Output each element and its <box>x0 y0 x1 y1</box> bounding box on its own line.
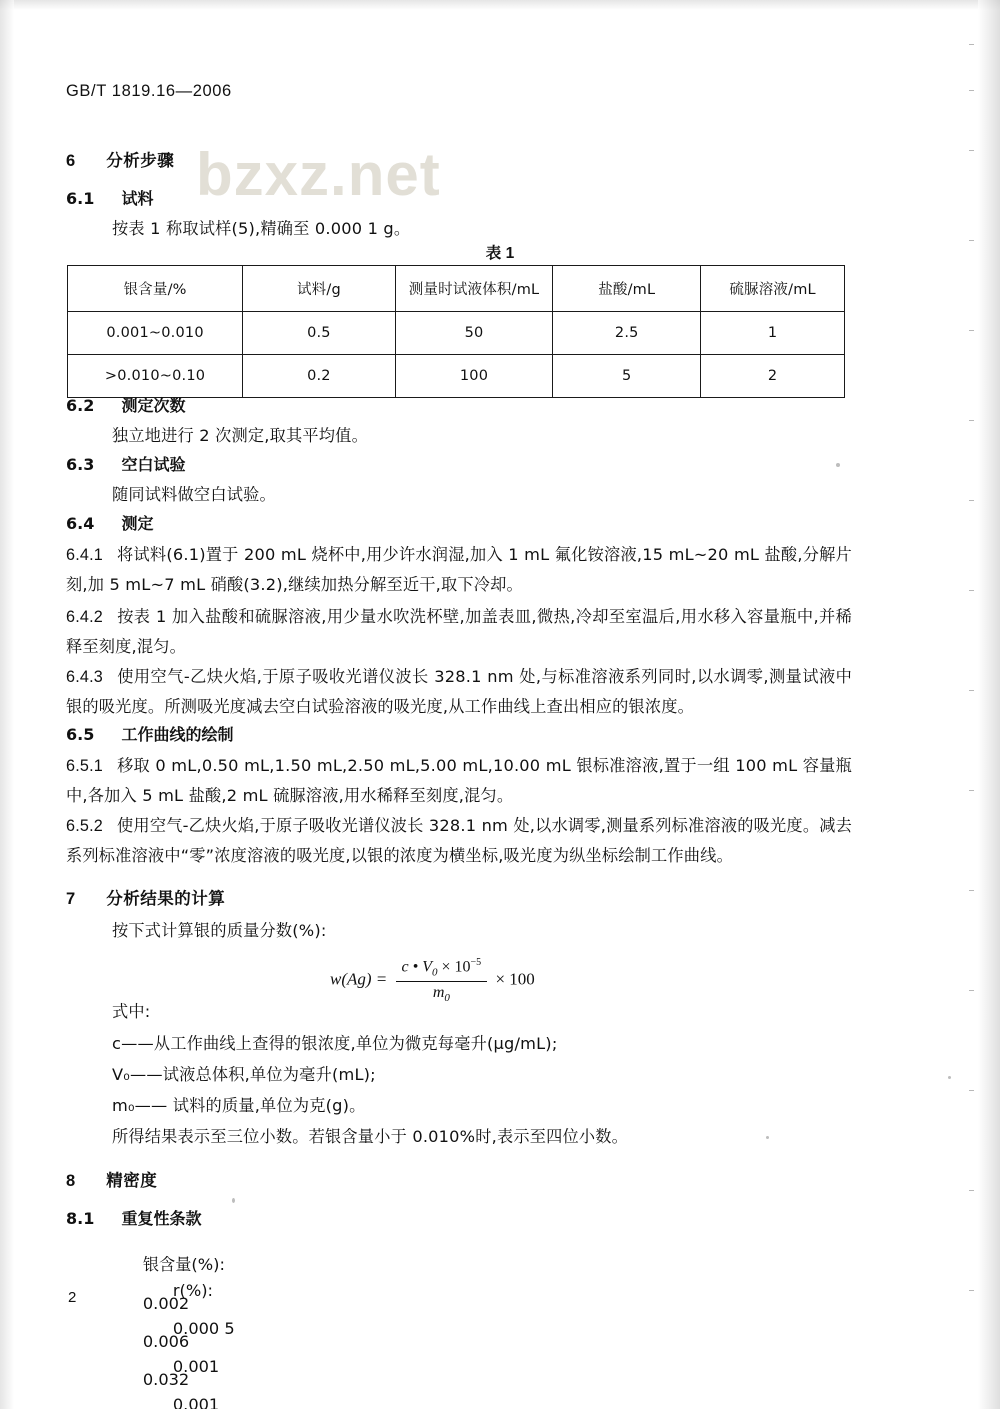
standard-number: GB/T 1819.16—2006 <box>66 82 232 100</box>
heading-6-5-number: 6.5 <box>66 725 95 744</box>
para-6-4-1-number: 6.4.1 <box>66 546 104 564</box>
scan-speck <box>766 1136 769 1139</box>
heading-6-1-number: 6.1 <box>66 189 95 208</box>
precision-value: 0.002 <box>142 1294 190 1313</box>
heading-8-title: 精密度 <box>106 1171 158 1190</box>
heading-6-2-title: 测定次数 <box>121 396 186 415</box>
table1-cell: 2 <box>701 355 845 398</box>
heading-6-4-title: 测定 <box>121 514 154 533</box>
para-6-4-2-wrap <box>66 602 852 662</box>
table1-header-cell: 测量时试液体积/mL <box>395 266 553 312</box>
formula-fraction <box>396 957 488 1004</box>
heading-6-1-title: 试料 <box>121 189 154 208</box>
table-row <box>68 355 845 398</box>
heading-7 <box>66 885 225 909</box>
watermark: bzxz.net <box>196 141 441 208</box>
table1-header-row <box>68 266 845 312</box>
table1-cell: 100 <box>395 355 553 398</box>
precision-value: 0.006 <box>142 1332 190 1351</box>
table1-cell: >0.010~0.10 <box>68 355 243 398</box>
heading-6-4 <box>66 511 154 534</box>
table1-header-cell: 硫脲溶液/mL <box>701 266 845 312</box>
formula-def-c: c——从工作曲线上查得的银浓度,单位为微克每毫升(μg/mL); <box>112 1034 558 1053</box>
page-number: 2 <box>68 1289 77 1306</box>
precision-label-content: 银含量(%): <box>142 1255 225 1274</box>
formula-def-v0: V₀——试液总体积,单位为毫升(mL); <box>112 1065 376 1084</box>
heading-6-2-number: 6.2 <box>66 396 95 415</box>
table1 <box>67 265 845 398</box>
heading-8-number: 8 <box>66 1172 76 1190</box>
formula-where-label: 式中: <box>112 1002 151 1021</box>
heading-6-3-title: 空白试验 <box>121 455 186 474</box>
para-6-4-3-number: 6.4.3 <box>66 668 104 686</box>
heading-6-5 <box>66 722 234 745</box>
para-6-4-3-wrap <box>66 662 852 722</box>
para-6-1: 按表 1 称取试样(5),精确至 0.000 1 g。 <box>112 219 411 238</box>
precision-label-r: r(%): <box>172 1281 213 1300</box>
para-6-2: 独立地进行 2 次测定,取其平均值。 <box>112 426 368 445</box>
para-6-4-2: 按表 1 加入盐酸和硫脲溶液,用少量水吹洗杯壁,加盖表皿,微热,冷却至室温后,用水移入容量瓶中,并稀释至刻度,混匀。 <box>66 607 852 656</box>
para-6-4-1: 将试料(6.1)置于 200 mL 烧杯中,用少许水润湿,加入 1 mL 氟化铵溶液,15 mL~20 mL 盐酸,分解片刻,加 5 mL~7 mL 硝酸(3.2),继续加热分解至近干,取下冷却。 <box>66 545 852 594</box>
table1-cell: 50 <box>395 312 553 355</box>
para-6-5-1: 移取 0 mL,0.50 mL,1.50 mL,2.50 mL,5.00 mL,10.00 mL 银标准溶液,置于一组 100 mL 容量瓶中,各加入 5 mL 盐酸,2 mL 硫脲溶液,用水稀释至刻度,混匀。 <box>66 756 852 805</box>
heading-8 <box>66 1167 157 1191</box>
para-6-3: 随同试料做空白试验。 <box>112 485 276 504</box>
heading-7-number: 7 <box>66 890 76 908</box>
heading-6-5-title: 工作曲线的绘制 <box>121 725 234 744</box>
para-6-5-2-wrap <box>66 811 852 871</box>
scan-speck <box>232 1198 235 1203</box>
heading-6-1 <box>66 186 154 209</box>
precision-value: 0.001 <box>172 1395 220 1409</box>
para-7-note: 所得结果表示至三位小数。若银含量小于 0.010%时,表示至四位小数。 <box>112 1127 629 1146</box>
heading-6 <box>66 147 174 171</box>
heading-6-4-number: 6.4 <box>66 514 95 533</box>
heading-6-3-number: 6.3 <box>66 455 95 474</box>
table-row <box>68 312 845 355</box>
table1-header-cell: 盐酸/mL <box>553 266 701 312</box>
table1-cell: 1 <box>701 312 845 355</box>
precision-value: 0.032 <box>142 1370 190 1389</box>
heading-8-1-title: 重复性条款 <box>121 1209 202 1228</box>
para-6-4-1-wrap <box>66 540 852 600</box>
scan-speck <box>948 1076 951 1079</box>
para-6-4-3: 使用空气-乙炔火焰,于原子吸收光谱仪波长 328.1 nm 处,与标准溶液系列同时,以水调零,测量试液中银的吸光度。所测吸光度减去空白试验溶液的吸光度,从工作曲线上查出相应的银浓度。 <box>66 667 852 716</box>
formula-denominator: $m_0$ <box>432 983 450 1004</box>
table1-cell: 0.5 <box>243 312 396 355</box>
heading-6-2 <box>66 393 186 416</box>
formula-silver-mass-fraction <box>330 957 535 1004</box>
precision-row-r <box>142 1262 241 1409</box>
para-7-lead: 按下式计算银的质量分数(%): <box>112 921 327 940</box>
formula-tail: × 100 <box>495 969 535 989</box>
table1-cell: 0.001~0.010 <box>68 312 243 355</box>
precision-value: 0.001 <box>172 1357 220 1376</box>
heading-6-number: 6 <box>66 152 76 170</box>
table1-header-cell: 银含量/% <box>68 266 243 312</box>
para-6-4-2-number: 6.4.2 <box>66 608 104 626</box>
precision-value: 0.000 5 <box>172 1319 235 1338</box>
formula-def-m0: m₀—— 试料的质量,单位为克(g)。 <box>112 1096 366 1115</box>
formula-lhs: w(Ag) = <box>330 969 388 989</box>
table1-header-cell: 试料/g <box>243 266 396 312</box>
para-6-5-2-number: 6.5.2 <box>66 817 104 835</box>
heading-8-1-number: 8.1 <box>66 1209 95 1228</box>
para-6-5-1-wrap <box>66 751 852 811</box>
para-6-5-1-number: 6.5.1 <box>66 757 104 775</box>
heading-8-1 <box>66 1206 202 1229</box>
table1-caption: 表 1 <box>485 245 515 262</box>
formula-numerator: c • $V_0 \times 10^{-5}$ <box>396 957 488 982</box>
table1-cell: 0.2 <box>243 355 396 398</box>
heading-6-3 <box>66 452 186 475</box>
table1-cell: 5 <box>553 355 701 398</box>
heading-6-title: 分析步骤 <box>106 151 175 170</box>
para-6-5-2: 使用空气-乙炔火焰,于原子吸收光谱仪波长 328.1 nm 处,以水调零,测量系列标准溶液的吸光度。减去系列标准溶液中“零”浓度溶液的吸光度,以银的浓度为横坐标,吸光度为纵坐标绘制工作曲线。 <box>66 816 852 865</box>
table1-cell: 2.5 <box>553 312 701 355</box>
heading-7-title: 分析结果的计算 <box>106 889 226 908</box>
scan-speck <box>836 463 840 467</box>
